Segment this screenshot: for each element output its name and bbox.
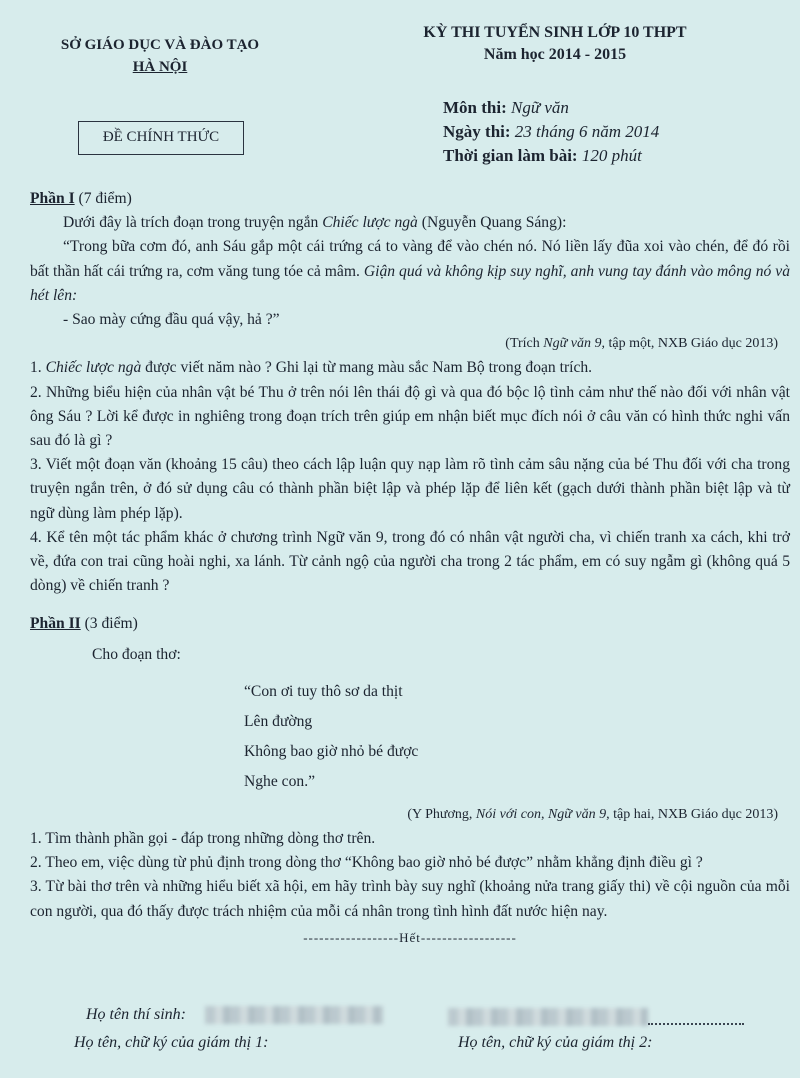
poem-line: Nghe con.”: [244, 772, 316, 790]
poem-line: “Con ơi tuy thô sơ da thịt: [244, 682, 403, 700]
source-suffix: , tập hai, NXB Giáo dục 2013): [606, 806, 778, 822]
story-title: Chiếc lược ngà: [322, 214, 418, 232]
poem-line: Lên đường: [244, 712, 313, 730]
part2-question-1: 1. Tìm thành phần gọi - đáp trong những dòng thơ trên.: [30, 830, 376, 848]
exam-title: KỲ THI TUYỂN SINH LỚP 10 THPT: [423, 24, 687, 41]
part2-points: (3 điểm): [80, 615, 138, 633]
end-marker: ------------------Hết------------------: [303, 929, 517, 945]
source-poem: Nói với con: [475, 806, 541, 822]
part2-question-2: 2. Theo em, việc dùng từ phủ định trong dòng thơ “Không bao giờ nhỏ bé được” nhằm khẳng định điều gì ?: [30, 854, 703, 872]
part2-title: Phần II: [30, 615, 81, 633]
intro-text: Dưới đây là trích đoạn trong truyện ngắn: [63, 214, 323, 232]
official-stamp-box: ĐỀ CHÍNH THỨC: [78, 121, 244, 155]
source-suffix: , tập một, NXB Giáo dục 2013): [601, 336, 778, 352]
part2-intro: Cho đoạn thơ:: [92, 645, 181, 663]
part1-quote: [30, 235, 790, 308]
part1-question-4: 4. Kể tên một tác phẩm khác ở chương trình Ngữ văn 9, trong đó có nhân vật người cha, vì chiến tranh xa cách, khi trở về, đứa con trai cũng hoài nghi, xa lánh. Từ cảnh ngộ của người cha trong 2 tác phẩm, em có suy ngẫm gì (không quá 5 dòng) về chiến tranh ?: [30, 528, 790, 595]
redacted-candidate-id: [448, 1008, 648, 1026]
intro-author: (Nguyễn Quang Sáng):: [417, 214, 567, 232]
source-book: Ngữ văn 9: [547, 806, 607, 822]
city-name: HÀ NỘI: [132, 59, 188, 75]
source-prefix: (Trích: [505, 336, 544, 352]
date-value: 23 tháng 6 năm 2014: [514, 122, 660, 141]
part1-quote-dialogue: - Sao mày cứng đầu quá vậy, hả ?”: [63, 311, 280, 329]
time-row: [443, 144, 773, 168]
part2-heading: [30, 612, 790, 636]
part1-question-1: [30, 356, 790, 380]
date-row: [443, 120, 773, 144]
date-label: Ngày thi:: [443, 122, 511, 141]
source-prefix: (Y Phương,: [407, 806, 476, 822]
exam-meta: [443, 96, 773, 168]
subject-label: Môn thi:: [443, 98, 507, 117]
part1-points: (7 điểm): [74, 190, 132, 207]
exam-title-block: [380, 22, 730, 66]
source-sep: ,: [540, 806, 548, 822]
part1-heading: [30, 187, 790, 211]
part2-question-3: 3. Từ bài thơ trên và những hiểu biết xã hội, em hãy trình bày suy nghĩ (khoảng nửa trang giấy thi) về cội nguồn của mỗi con người, qua đó thấy được trách nhiệm của mỗi cá nhân trong tình hình đất nước hiện nay.: [30, 878, 790, 920]
subject-row: [443, 96, 773, 120]
part1-intro: [30, 211, 790, 235]
department-name: SỞ GIÁO DỤC VÀ ĐÀO TẠO: [60, 37, 260, 53]
poem-excerpt: [244, 677, 790, 797]
q1-number: 1.: [30, 359, 46, 377]
candidate-name-label: Họ tên thí sinh:: [86, 1006, 186, 1023]
part2-source: [30, 803, 790, 827]
exam-body: [30, 187, 790, 950]
part1-source: [30, 332, 790, 356]
redacted-candidate-name: [205, 1006, 383, 1024]
part1-question-3: 3. Viết một đoạn văn (khoảng 15 câu) theo cách lập luận quy nạp làm rõ tình cảm sâu nặng của bé Thu đối với cha trong truyện ngắn trên, ở đó sử dụng câu có thành phần biệt lập và phép lặp để liên kết (gạch dưới thành phần biệt lập và từ ngữ dùng làm phép lặp).: [30, 456, 790, 522]
time-value: 120 phút: [581, 146, 642, 165]
q1-story-title: Chiếc lược ngà: [45, 359, 142, 377]
q1-text: được viết năm nào ? Ghi lại từ mang màu sắc Nam Bộ trong đoạn trích.: [141, 359, 593, 377]
time-label: Thời gian làm bài:: [443, 146, 578, 165]
part1-title: Phần I: [30, 190, 75, 207]
subject-value: Ngữ văn: [511, 98, 569, 117]
proctor2-signature-label: Họ tên, chữ ký của giám thị 2:: [458, 1034, 653, 1051]
proctor1-signature-label: Họ tên, chữ ký của giám thị 1:: [74, 1034, 269, 1051]
quote-italic: Giận quá và không kịp suy nghĩ, anh vung tay đánh vào mông nó và hét lên:: [30, 262, 790, 304]
source-book: Ngữ văn 9: [543, 336, 602, 352]
quote-plain: “Trong bữa cơm đó, anh Sáu gắp một cái trứng cá to vàng để vào chén nó. Nó liền lấy đũa xoi vào chén, để đó rồi bất thần hất cái trứng ra, cơm văng tung tóe cả mâm.: [30, 238, 790, 280]
issuer-block: [30, 34, 290, 78]
school-year: Năm học 2014 - 2015: [483, 46, 627, 63]
poem-line: Không bao giờ nhỏ bé được: [244, 742, 419, 760]
dotted-line: [648, 1023, 744, 1025]
part1-question-2: 2. Những biểu hiện của nhân vật bé Thu ở trên nói lên thái độ gì và qua đó bộc lộ tình cảm như thế nào đối với nhân vật ông Sáu ? Lời kể được in nghiêng trong đoạn trích trên giúp em nhận biết mục đích nói ở câu văn có hình thức nghi vấn sau đó là gì ?: [30, 383, 790, 450]
